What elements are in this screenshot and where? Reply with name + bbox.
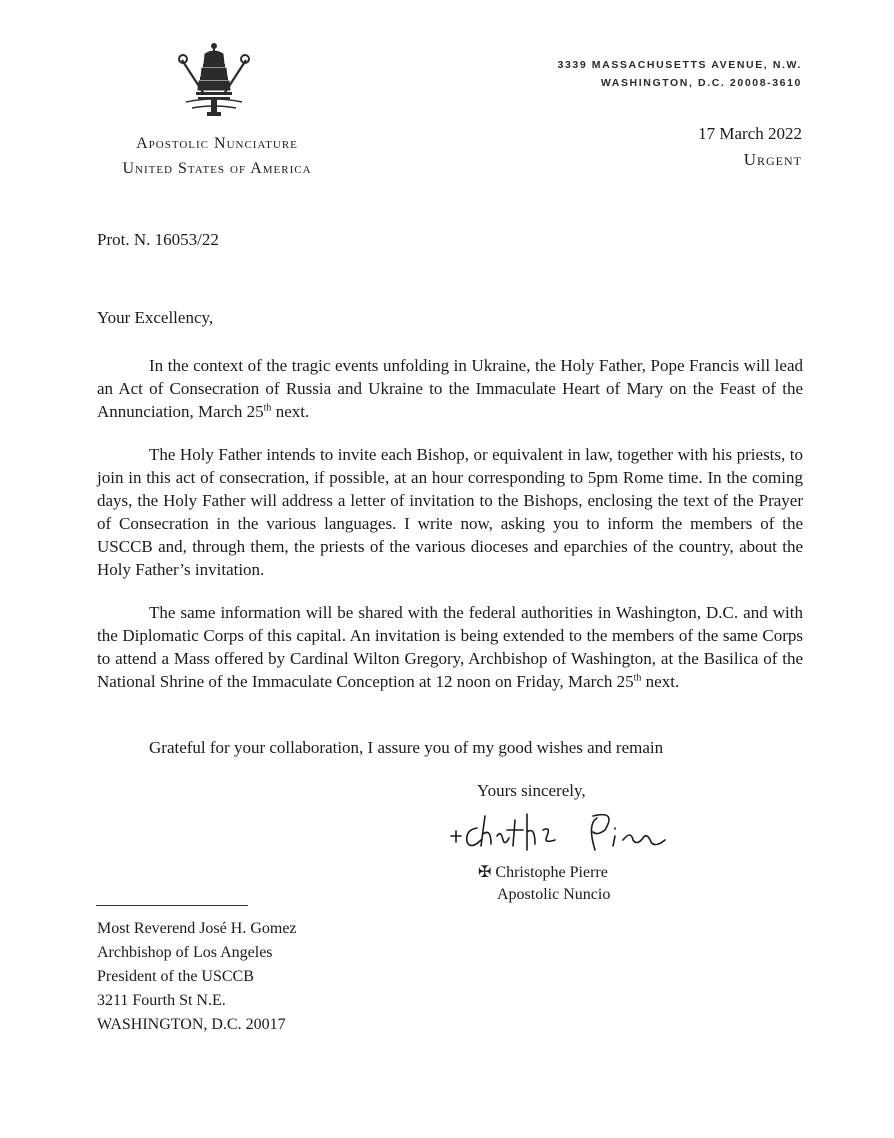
recipient-line: Archbishop of Los Angeles [97,944,273,961]
recipient-address [97,917,297,1037]
paragraph-3-ordinal: th [633,672,642,684]
signer-block [478,862,610,906]
paragraph-3 [97,601,803,693]
closing-sentence: Grateful for your collaboration, I assure you of my good wishes and remain [149,738,664,757]
office-line-1: Apostolic Nunciature [136,135,298,152]
paragraph-1-end: next. [271,402,310,421]
recipient-line: Most Reverend José H. Gomez [97,920,297,937]
paragraph-3-end: next. [641,672,680,691]
papal-keys-tiara-icon [178,42,250,118]
paragraph-2: The Holy Father intends to invite each Bishop, or equivalent in law, together with his priests, to join in this act of consecration, if possible, at an hour corresponding to 5pm Rome time. In the coming days, the Holy Father will address a letter of invitation to the Bishops, enclosing the text of the Prayer of Consecration in the various languages. I write now, asking you to inform the members of the USCCB and, through them, the priests of the various dioceses and eparchies of the country, about the Holy Father’s invitation. [97,445,803,579]
recipient-line: WASHINGTON, D.C. 20017 [97,1016,286,1033]
urgent-label: Urgent [743,150,802,169]
signer-name: ✠ Christophe Pierre [478,864,608,881]
valediction: Yours sincerely, [477,781,586,800]
letter-date: 17 March 2022 [698,124,802,143]
letter-date-block [698,121,802,173]
paragraph-1-ordinal: th [263,402,272,414]
address-line-1: 3339 MASSACHUSETTS AVENUE, N.W. [557,59,802,71]
recipient-line: 3211 Fourth St N.E. [97,992,226,1009]
handwritten-signature [447,800,677,860]
protocol-number: Prot. N. 16053/22 [97,230,219,249]
office-line-2: United States of America [122,160,312,177]
paragraph-1 [97,354,803,423]
paragraph-3-text: The same information will be shared with the federal authorities in Washington, D.C. and with the Diplomatic Corps of this capital. An invitation is being extended to the members of the same Corps to attend a Mass offered by Cardinal Wilton Gregory, Archbishop of Washington, at the Basilica of the National Shrine of the Immaculate Conception at 12 noon on Friday, March 25 [97,603,803,691]
address-line-2: WASHINGTON, D.C. 20008-3610 [600,77,802,89]
salutation: Your Excellency, [97,308,214,327]
signer-title: Apostolic Nuncio [497,886,611,903]
paragraph-1-text: In the context of the tragic events unfolding in Ukraine, the Holy Father, Pope Francis will lead an Act of Consecration of Russia and Ukraine to the Immaculate Heart of Mary on the Feast of the Annunciation, March 25 [97,356,803,421]
letterhead-address [558,56,802,92]
divider [96,905,248,906]
nunciature-name [92,131,342,181]
recipient-line: President of the USCCB [97,968,254,985]
